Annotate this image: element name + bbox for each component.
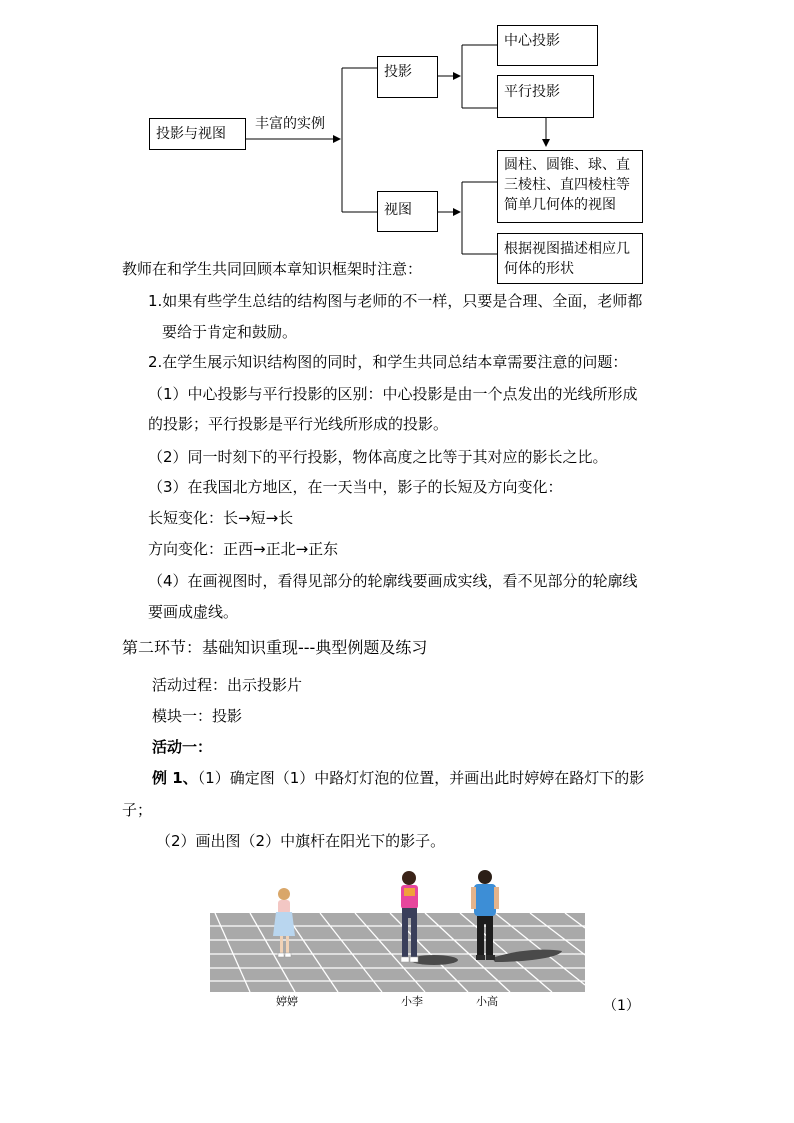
point1-line2: 的投影；平行投影是平行光线所形成的投影。 — [148, 415, 449, 433]
figure-caption: （1） — [603, 998, 640, 1014]
describe-solid-box: 根据视图描述相应几何体的形状 — [497, 233, 643, 284]
example1-line1 — [152, 768, 644, 788]
intro-text: 教师在和学生共同回顾本章知识框架时注意： — [122, 260, 423, 278]
view-box: 视图 — [377, 191, 438, 232]
item1-line2: 要给于肯定和鼓励。 — [162, 323, 298, 341]
activity-title: 活动一： — [152, 738, 213, 756]
item1-line1: 1.如果有些学生总结的结构图与老师的不一样，只要是合理、全面，老师都 — [148, 292, 643, 310]
person-xiaogao — [471, 870, 499, 960]
item2-text: 2.在学生展示知识结构图的同时，和学生共同总结本章需要注意的问题： — [148, 353, 628, 371]
example1-text: （1）确定图（1）中路灯灯泡的位置，并画出此时婷婷在路灯下的影 — [197, 769, 645, 787]
name-xiaogao: 小高 — [476, 995, 498, 1008]
point4-line1: （4）在画视图时，看得见部分的轮廓线要画成实线，看不见部分的轮廓线 — [148, 572, 638, 590]
simple-solids-box: 圆柱、圆锥、球、直三棱柱、直四棱柱等简单几何体的视图 — [497, 150, 643, 223]
activity-process: 活动过程：出示投影片 — [152, 676, 303, 694]
example1-line3: （2）画出图（2）中旗杆在阳光下的影子。 — [156, 832, 446, 850]
person-tingting — [273, 888, 295, 957]
point2-text: （2）同一时刻下的平行投影，物体高度之比等于其对应的影长之比。 — [148, 448, 608, 466]
module-title: 模块一：投影 — [152, 707, 243, 725]
person-xiaoli — [401, 871, 418, 962]
point4-line2: 要画成虚线。 — [148, 603, 239, 621]
point1-line1: （1）中心投影与平行投影的区别：中心投影是由一个点发出的光线所形成 — [148, 385, 638, 403]
root-box: 投影与视图 — [149, 118, 246, 150]
floor — [210, 913, 585, 992]
example-label: 例 1、 — [152, 769, 198, 787]
name-xiaoli: 小李 — [401, 995, 423, 1008]
shadow-xiaoli — [410, 955, 458, 965]
concept-map-connectors — [0, 0, 794, 300]
section-heading: 第二环节：基础知识重现---典型例题及练习 — [122, 638, 428, 657]
central-projection-box: 中心投影 — [497, 25, 598, 66]
parallel-projection-box: 平行投影 — [497, 75, 594, 118]
point3-text: （3）在我国北方地区，在一天当中，影子的长短及方向变化： — [148, 478, 563, 496]
direction-change: 方向变化：正西→正北→正东 — [148, 540, 339, 558]
floor-grid — [210, 913, 585, 992]
length-change: 长短变化：长→短→长 — [148, 509, 294, 527]
projection-box: 投影 — [377, 56, 438, 98]
example1-line2: 子； — [122, 801, 153, 819]
shadow-xiaogao — [492, 950, 562, 962]
edge-label: 丰富的实例 — [255, 116, 325, 132]
name-tingting: 婷婷 — [276, 995, 298, 1008]
